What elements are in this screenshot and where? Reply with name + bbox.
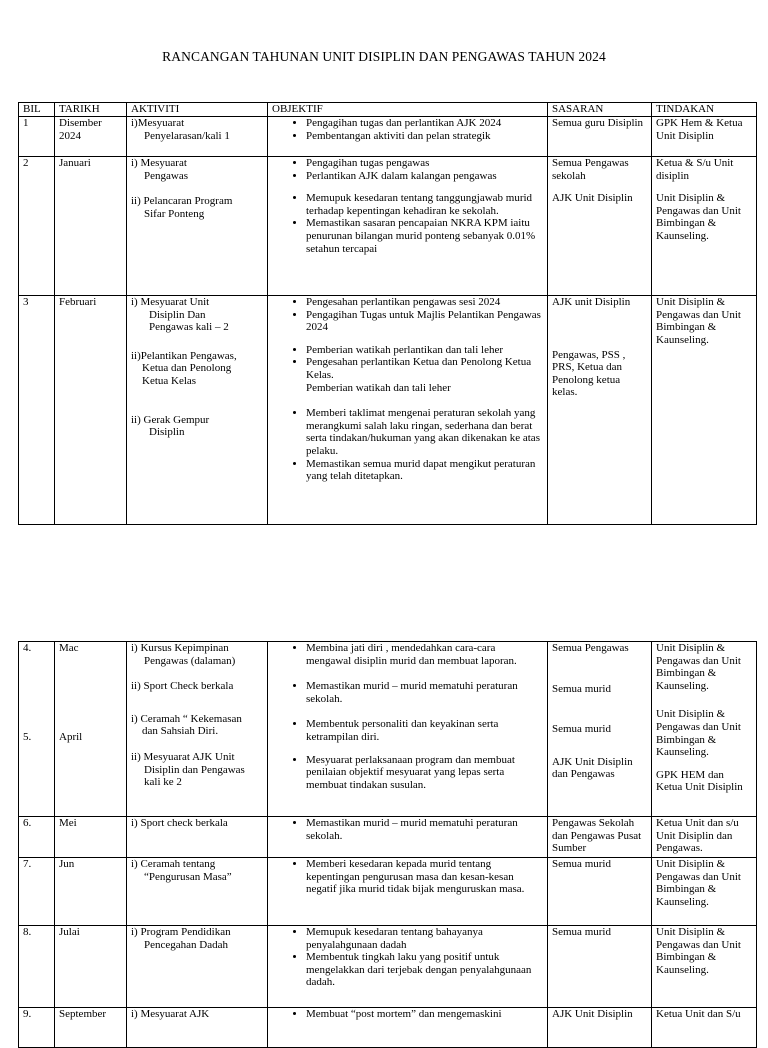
- cell-aktiviti: [127, 296, 268, 525]
- cell-objektif: [268, 117, 548, 157]
- header-bil: BIL: [19, 103, 55, 117]
- objektif-bullet: • Membuat “post mortem” dan mengemaskini: [306, 1008, 543, 1021]
- objektif-bullet: • Memastikan murid – murid mematuhi peraturan sekolah.: [306, 817, 543, 842]
- aktiviti-line: Sifar Ponteng: [144, 207, 205, 220]
- aktiviti-line: Pengawas kali – 2: [149, 321, 229, 334]
- cell-aktiviti: [127, 117, 268, 157]
- sasaran-line: AJK Unit Disiplin: [552, 192, 633, 205]
- aktiviti-line: Ketua dan Penolong: [142, 362, 232, 375]
- cell-tindakan: GPK Hem & Ketua Unit Disiplin: [652, 117, 757, 157]
- sasaran-line: Semua murid: [552, 723, 611, 736]
- cell-sasaran: Semua murid: [548, 858, 652, 926]
- aktiviti-line: i) Program Pendidikan: [131, 926, 231, 938]
- aktiviti-line: i) Mesyuarat: [131, 157, 187, 169]
- table-row: [19, 817, 757, 858]
- annual-plan-table: [18, 102, 757, 525]
- cell-objektif: [268, 817, 548, 858]
- sasaran-line: Semua murid: [552, 682, 611, 695]
- cell-tindakan: Unit Disiplin & Pengawas dan Unit Bimbingan & Kaunseling.: [652, 858, 757, 926]
- bil-value: 4.: [23, 642, 32, 654]
- table-row: [19, 117, 757, 157]
- cell-sasaran: Pengawas Sekolah dan Pengawas Pusat Sumber: [548, 817, 652, 858]
- aktiviti-line: i) Mesyuarat AJK: [131, 1008, 210, 1020]
- sasaran-line: Pengawas, PSS , PRS, Ketua dan Penolong ketua kelas.: [552, 348, 626, 399]
- tarikh-value: April: [59, 730, 83, 743]
- aktiviti-line: Ketua Kelas: [142, 374, 197, 387]
- cell-tarikh: [55, 642, 127, 817]
- cell-sasaran: Semua guru Disiplin: [548, 117, 652, 157]
- cell-tindakan: Ketua Unit dan S/u: [652, 1008, 757, 1048]
- cell-aktiviti: [127, 157, 268, 296]
- objektif-bullet: • Membentuk personaliti dan keyakinan serta ketrampilan diri.: [306, 718, 543, 743]
- aktiviti-line: ii) Mesyuarat AJK Unit: [131, 750, 235, 763]
- cell-sasaran: Semua murid: [548, 926, 652, 1008]
- tindakan-line: Unit Disiplin & Pengawas dan Unit Bimbingan & Kaunseling.: [656, 642, 741, 692]
- cell-aktiviti: [127, 858, 268, 926]
- annual-plan-table-continued: [18, 641, 757, 1048]
- cell-bil: [19, 642, 55, 817]
- objektif-bullet: • Pembentangan aktiviti dan pelan strategik: [306, 130, 543, 143]
- aktiviti-line: Disiplin dan Pengawas: [144, 763, 245, 776]
- cell-aktiviti: [127, 642, 268, 817]
- cell-objektif: [268, 642, 548, 817]
- aktiviti-line: i) Mesyuarat Unit: [131, 296, 210, 308]
- objektif-bullet: [306, 356, 543, 394]
- objektif-bullet: • Membentuk tingkah laku yang positif untuk mengelakkan dari terjebak dengan penyalahgunaan dadah.: [306, 951, 543, 989]
- table-row: [19, 642, 757, 817]
- aktiviti-line: Pencegahan Dadah: [144, 938, 228, 951]
- objektif-bullet: • Memberi taklimat mengenai peraturan sekolah yang merangkumi salah laku ringan, sederhana dan berat serta tindakan/hukuman yang akan dikenakan ke atas pelaku.: [306, 407, 543, 457]
- cell-objektif: [268, 296, 548, 525]
- header-tindakan: TINDAKAN: [652, 103, 757, 117]
- header-sasaran: SASARAN: [548, 103, 652, 117]
- aktiviti-line: kali ke 2: [144, 776, 182, 789]
- cell-tarikh: Disember 2024: [55, 117, 127, 157]
- cell-bil: 2: [19, 157, 55, 296]
- cell-tindakan: [652, 157, 757, 296]
- cell-bil: 6.: [19, 817, 55, 858]
- cell-tindakan: Unit Disiplin & Pengawas dan Unit Bimbingan & Kaunseling.: [652, 926, 757, 1008]
- aktiviti-line: i)Mesyuarat: [131, 117, 185, 129]
- sasaran-line: Semua Pengawas sekolah: [552, 157, 629, 182]
- objektif-bullet: • Memberi kesedaran kepada murid tentang kepentingan pengurusan masa dan kesan-kesan negatif jika murid tidak bijak menguruskan masa.: [306, 858, 543, 896]
- objektif-bullet: • Pemberian watikah perlantikan dan tali leher: [306, 344, 543, 357]
- cell-tarikh: Jun: [55, 858, 127, 926]
- aktiviti-line: i) Kursus Kepimpinan: [131, 642, 229, 654]
- objektif-bullet: • Mesyuarat perlaksanaan program dan membuat penilaian objektif mesyuarat yang lepas serta membuat tindakan susulan.: [306, 754, 543, 792]
- tindakan-line: Unit Disiplin & Pengawas dan Unit Bimbingan & Kaunseling.: [656, 708, 741, 759]
- objektif-bullet: • Memastikan semua murid dapat mengikut peraturan yang telah ditetapkan.: [306, 458, 543, 483]
- cell-bil: 8.: [19, 926, 55, 1008]
- cell-bil: 7.: [19, 858, 55, 926]
- cell-sasaran: [548, 157, 652, 296]
- objektif-text: Pemberian watikah dan tali leher: [306, 381, 451, 394]
- cell-sasaran: [548, 642, 652, 817]
- aktiviti-line: Pengawas: [144, 169, 188, 182]
- cell-aktiviti: [127, 817, 268, 858]
- table-header-row: [19, 103, 757, 117]
- aktiviti-line: Penyelarasan/kali 1: [144, 129, 230, 142]
- aktiviti-line: Disiplin: [149, 426, 185, 439]
- cell-tarikh: Januari: [55, 157, 127, 296]
- cell-bil: 9.: [19, 1008, 55, 1048]
- cell-objektif: [268, 157, 548, 296]
- cell-tindakan: [652, 642, 757, 817]
- cell-tarikh: Mei: [55, 817, 127, 858]
- cell-tindakan: Ketua Unit dan s/u Unit Disiplin dan Pengawas.: [652, 817, 757, 858]
- table-row: [19, 157, 757, 296]
- tarikh-value: Mac: [59, 642, 79, 654]
- document-title: RANCANGAN TAHUNAN UNIT DISIPLIN DAN PENGAWAS TAHUN 2024: [162, 49, 606, 64]
- bil-value: 5.: [23, 730, 32, 743]
- aktiviti-line: ii) Sport Check berkala: [131, 680, 234, 693]
- sasaran-line: Semua Pengawas: [552, 642, 629, 654]
- cell-tarikh: Julai: [55, 926, 127, 1008]
- aktiviti-line: Disiplin Dan: [149, 308, 206, 321]
- header-aktiviti: AKTIVITI: [127, 103, 268, 117]
- aktiviti-line: i) Ceramah “ Kekemasan: [131, 712, 242, 725]
- header-objektif: OBJEKTIF: [268, 103, 548, 117]
- aktiviti-line: ii)Pelantikan Pengawas,: [131, 349, 237, 362]
- objektif-bullet: • Memastikan sasaran pencapaian NKRA KPM iaitu penurunan bilangan murid ponteng sebanyak 0.01% setahun tercapai: [306, 217, 543, 255]
- cell-aktiviti: [127, 926, 268, 1008]
- aktiviti-line: dan Sahsiah Diri.: [142, 725, 219, 738]
- cell-tindakan: Unit Disiplin & Pengawas dan Unit Bimbingan & Kaunseling.: [652, 296, 757, 525]
- aktiviti-line: ii) Pelancaran Program: [131, 195, 233, 208]
- objektif-bullet: • Memastikan murid – murid mematuhi peraturan sekolah.: [306, 680, 543, 705]
- table-row: [19, 296, 757, 525]
- sasaran-line: AJK unit Disiplin: [552, 296, 631, 308]
- objektif-bullet: • Memupuk kesedaran tentang bahayanya penyalahgunaan dadah: [306, 926, 543, 951]
- objektif-bullet: • Pengesahan perlantikan pengawas sesi 2024: [306, 296, 543, 309]
- aktiviti-line: i) Sport check berkala: [131, 817, 228, 829]
- objektif-bullet: • Perlantikan AJK dalam kalangan pengawas: [306, 170, 543, 183]
- aktiviti-line: i) Ceramah tentang: [131, 858, 216, 870]
- cell-tarikh: Februari: [55, 296, 127, 525]
- cell-aktiviti: [127, 1008, 268, 1048]
- cell-tarikh: September: [55, 1008, 127, 1048]
- tindakan-line: Ketua & S/u Unit disiplin: [656, 157, 734, 182]
- objektif-bullet: • Pengagihan tugas dan perlantikan AJK 2024: [306, 117, 543, 130]
- objektif-bullet: • Membina jati diri , mendedahkan cara-cara mengawal disiplin murid dan membuat laporan.: [306, 642, 543, 667]
- aktiviti-line: Pengawas (dalaman): [144, 654, 236, 667]
- cell-sasaran: AJK Unit Disiplin: [548, 1008, 652, 1048]
- table-row: [19, 858, 757, 926]
- aktiviti-line: “Pengurusan Masa”: [144, 870, 232, 883]
- table-row: [19, 1008, 757, 1048]
- objektif-bullet: • Pengagihan tugas pengawas: [306, 157, 543, 170]
- cell-sasaran: [548, 296, 652, 525]
- cell-objektif: [268, 926, 548, 1008]
- cell-bil: 1: [19, 117, 55, 157]
- table-row: [19, 926, 757, 1008]
- aktiviti-line: ii) Gerak Gempur: [131, 413, 210, 426]
- cell-objektif: [268, 858, 548, 926]
- objektif-bullet: • Memupuk kesedaran tentang tanggungjawab murid terhadap kepentingan kehadiran ke sekolah.: [306, 192, 543, 217]
- tindakan-line: Unit Disiplin & Pengawas dan Unit Bimbingan & Kaunseling.: [656, 192, 741, 242]
- sasaran-line: AJK Unit Disiplin dan Pengawas: [552, 755, 633, 781]
- objektif-bullet: • Pengagihan Tugas untuk Majlis Pelantikan Pengawas 2024: [306, 309, 543, 334]
- tindakan-line: GPK HEM dan Ketua Unit Disiplin: [656, 768, 743, 794]
- objektif-text: Pengesahan perlantikan Ketua dan Penolong Ketua Kelas.: [306, 356, 532, 381]
- cell-bil: 3: [19, 296, 55, 525]
- cell-objektif: [268, 1008, 548, 1048]
- header-tarikh: TARIKH: [55, 103, 127, 117]
